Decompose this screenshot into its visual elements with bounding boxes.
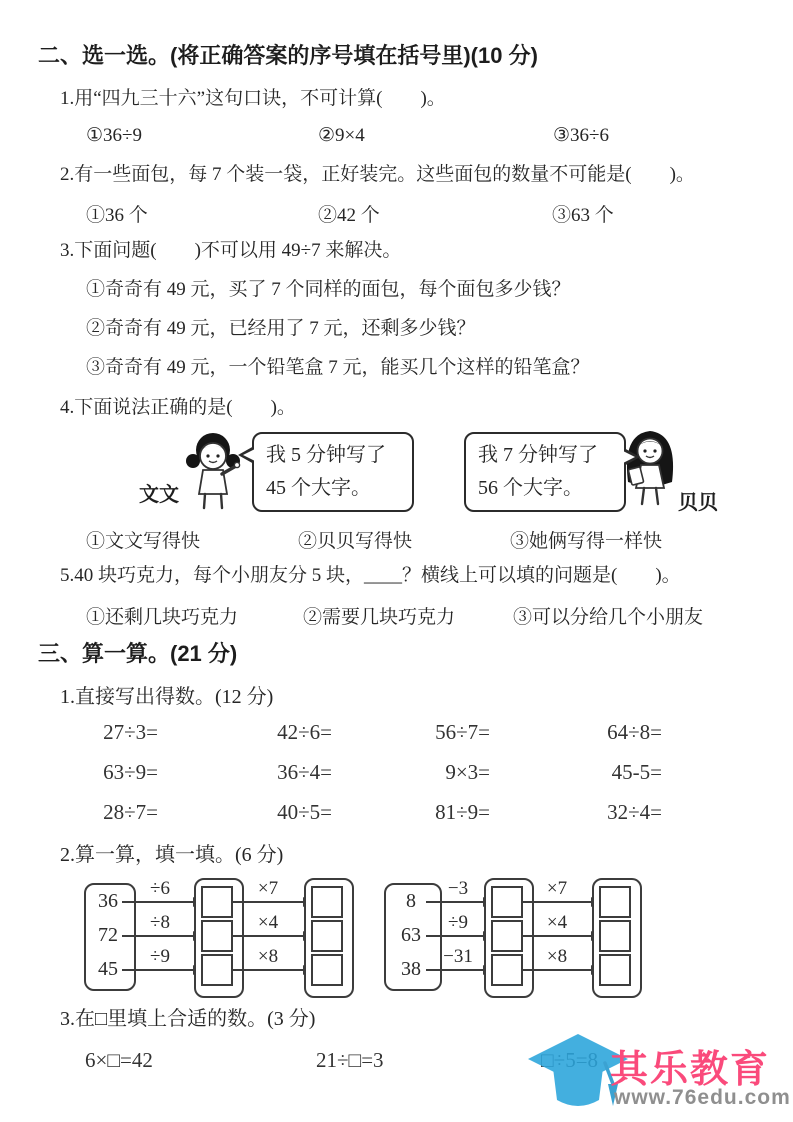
- choose-q2-option-1: ①36 个: [86, 205, 148, 226]
- machine-op: ÷6: [150, 878, 170, 899]
- arrow: [122, 969, 194, 971]
- choose-q4-option-1: ①文文写得快: [86, 531, 201, 552]
- speech-wenwen-line1: 我 5 分钟写了: [266, 444, 386, 466]
- choose-q5-option-3: ③可以分给几个小朋友: [513, 607, 704, 628]
- calc-q1-label: 1.直接写出得数。(12 分): [60, 686, 274, 708]
- arrow: [522, 969, 592, 971]
- choose-q1-option-2: ②9×4: [318, 125, 365, 146]
- answer-box: [311, 886, 343, 918]
- choose-q1-text: 1.用“四九三十六”这句口诀，不可计算( )。: [60, 88, 446, 109]
- answer-box: [491, 954, 523, 986]
- arrow: [426, 935, 484, 937]
- choose-q4-option-2: ②贝贝写得快: [298, 531, 413, 552]
- arrow: [232, 935, 304, 937]
- machine-op: −3: [447, 878, 469, 899]
- answer-box: [599, 920, 631, 952]
- calc-cell: 9×3=: [445, 760, 490, 784]
- choose-q2-text: 2.有一些面包，每 7 个装一袋，正好装完。这些面包的数量不可能是( )。: [60, 164, 695, 185]
- choose-q4-text: 4.下面说法正确的是( )。: [60, 397, 296, 418]
- choose-q1-option-3: ③36÷6: [553, 125, 609, 146]
- calc-cell: 42÷6=: [277, 720, 332, 744]
- arrow: [232, 901, 304, 903]
- number-machine-left: [84, 878, 350, 996]
- choose-q3-option-2: ②奇奇有 49 元，已经用了 7 元，还剩多少钱？: [86, 318, 476, 339]
- machine-op: ×4: [257, 912, 279, 933]
- answer-box: [201, 886, 233, 918]
- machine-op: ÷8: [150, 912, 170, 933]
- machine-input-value: 38: [401, 958, 421, 980]
- arrow: [426, 969, 484, 971]
- watermark: [528, 1030, 793, 1122]
- speech-beibei-line1: 我 7 分钟写了: [478, 444, 598, 466]
- machine-input-value: 72: [98, 924, 118, 946]
- speech-bubble-beibei: [464, 432, 626, 512]
- machine-input-value: 63: [401, 924, 421, 946]
- calc-cell: 81÷9=: [435, 800, 490, 824]
- choose-q4-option-3: ③她俩写得一样快: [510, 531, 663, 552]
- speech-bubble-wenwen: [252, 432, 414, 512]
- speech-wenwen-line2: 45 个大字。: [266, 477, 371, 499]
- choose-q3-text: 3.下面问题( )不可以用 49÷7 来解决。: [60, 240, 402, 261]
- machine-op: ×4: [546, 912, 568, 933]
- arrow: [122, 901, 194, 903]
- answer-box: [599, 954, 631, 986]
- choose-q2-option-3: ③63 个: [552, 205, 614, 226]
- arrow: [522, 901, 592, 903]
- watermark-brand-text: 其乐教育: [610, 1049, 771, 1091]
- kid-name-wenwen: 文文: [139, 484, 179, 506]
- choose-q3-option-1: ①奇奇有 49 元，买了 7 个同样的面包，每个面包多少钱？: [86, 279, 571, 300]
- machine-op: ×8: [546, 946, 568, 967]
- machine-op: −31: [443, 946, 473, 967]
- speech-beibei-line2: 56 个大字。: [478, 477, 583, 499]
- calc-cell: 64÷8=: [607, 720, 662, 744]
- machine-op: ×7: [546, 878, 568, 899]
- machine-input-value: 36: [98, 890, 118, 912]
- box-equation-1: 6×□=42: [85, 1048, 153, 1072]
- calc-cell: 56÷7=: [435, 720, 490, 744]
- answer-box: [201, 920, 233, 952]
- arrow: [522, 935, 592, 937]
- arrow: [426, 901, 484, 903]
- answer-box: [491, 886, 523, 918]
- box-equation-2: 21÷□=3: [316, 1048, 384, 1072]
- machine-input-value: 8: [406, 890, 416, 912]
- arrow: [232, 969, 304, 971]
- watermark-url-text: www.76edu.com: [614, 1086, 791, 1109]
- calc-cell: 36÷4=: [277, 760, 332, 784]
- answer-box: [491, 920, 523, 952]
- calc-cell: 40÷5=: [277, 800, 332, 824]
- kid-name-beibei: 贝贝: [678, 492, 718, 514]
- number-machine-right: [384, 878, 638, 996]
- section-calc-title: 三、算一算。(21 分): [38, 641, 238, 666]
- calc-cell: 28÷7=: [103, 800, 158, 824]
- machine-op: ×8: [257, 946, 279, 967]
- choose-q5-option-2: ②需要几块巧克力: [303, 607, 456, 628]
- machine-op: ÷9: [150, 946, 170, 967]
- answer-box: [201, 954, 233, 986]
- section-choose-title: 二、选一选。(将正确答案的序号填在括号里)(10 分): [38, 43, 538, 68]
- choose-q2-option-2: ②42 个: [318, 205, 380, 226]
- choose-q5-text: 5.40 块巧克力，每个小朋友分 5 块，____？横线上可以填的问题是( )。: [60, 565, 681, 586]
- machine-op: ÷9: [448, 912, 468, 933]
- arrow: [122, 935, 194, 937]
- answer-box: [311, 954, 343, 986]
- answer-box: [311, 920, 343, 952]
- calc-q2-label: 2.算一算，填一填。(6 分): [60, 844, 284, 866]
- calc-cell: 32÷4=: [607, 800, 662, 824]
- machine-op: ×7: [257, 878, 279, 899]
- answer-box: [599, 886, 631, 918]
- calc-cell: 27÷3=: [103, 720, 158, 744]
- machine-input-value: 45: [98, 958, 118, 980]
- choose-q5-option-1: ①还剩几块巧克力: [86, 607, 239, 628]
- choose-q1-option-1: ①36÷9: [86, 125, 142, 146]
- calc-q3-label: 3.在□里填上合适的数。(3 分): [60, 1008, 316, 1030]
- calc-cell: 63÷9=: [103, 760, 158, 784]
- calc-cell: 45-5=: [611, 760, 662, 784]
- choose-q3-option-3: ③奇奇有 49 元，一个铅笔盒 7 元，能买几个这样的铅笔盒？: [86, 357, 590, 378]
- girl-wenwen-illustration: [176, 428, 250, 516]
